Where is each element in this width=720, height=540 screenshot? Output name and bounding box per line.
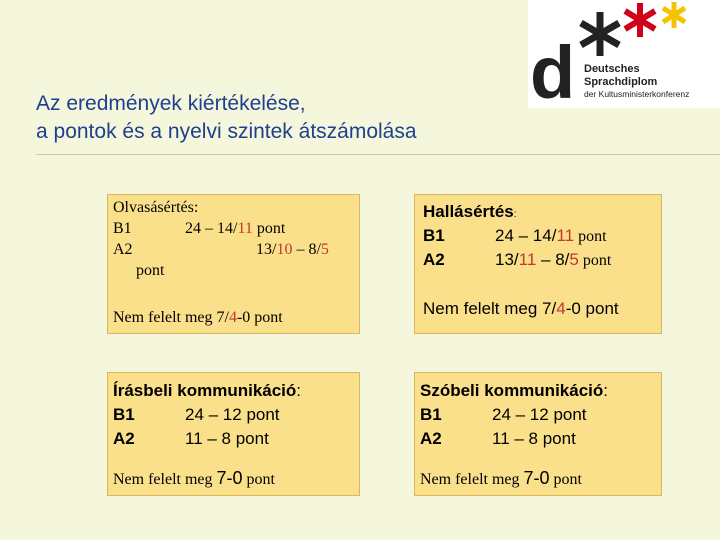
reading-a2-score-text: 13/ [256, 241, 277, 258]
listening-b1-score [495, 226, 607, 246]
star-icon [625, 3, 655, 37]
listening-a2-level: A2 [423, 250, 445, 269]
logo-line3: der Kultusministerkonferenz [584, 89, 690, 99]
reading-b1-score-text: 24 – 14/ [185, 220, 238, 237]
title-line-1: Az eredmények kiértékelése, [36, 92, 306, 115]
writing-fail-unit: pont [242, 471, 275, 488]
reading-fail-red: 4 [228, 309, 237, 326]
writing-fail [113, 468, 275, 489]
listening-box [414, 194, 662, 334]
title-line-2: a pontok és a nyelvi szintek átszámolása [36, 120, 417, 143]
reading-b1-level: B1 [113, 220, 132, 237]
reading-heading: Olvasásértés: [113, 199, 199, 216]
speaking-heading-suffix: : [603, 381, 608, 400]
writing-heading-suffix: : [296, 381, 302, 400]
speaking-b1-score: 24 – 12 pont [492, 405, 587, 424]
listening-a2-unit: pont [578, 252, 612, 269]
page-title [36, 90, 417, 146]
title-divider [36, 154, 720, 155]
reading-box [107, 194, 360, 334]
star-icon [663, 2, 685, 28]
listening-b1-score-text: 24 – 14/ [495, 226, 557, 245]
speaking-heading [420, 381, 608, 401]
writing-a2-score: 11 – 8 pont [185, 429, 269, 448]
listening-heading [423, 202, 517, 222]
listening-a2-red: 11 [518, 250, 537, 269]
speaking-fail [420, 468, 582, 489]
speaking-fail-text: Nem felelt meg [420, 471, 524, 488]
listening-a2-red2: 5 [569, 250, 579, 269]
speaking-fail-num: 7-0 [523, 468, 550, 488]
speaking-a2-score: 11 – 8 pont [492, 429, 576, 448]
listening-b1-unit: pont [574, 228, 607, 245]
listening-a2-mid: – 8/ [536, 250, 570, 269]
listening-a2-score-text: 13/ [495, 250, 519, 269]
writing-fail-num: 7-0 [216, 468, 243, 488]
writing-fail-text: Nem felelt meg [113, 471, 217, 488]
reading-b1-unit: pont [252, 220, 286, 237]
writing-b1-level: B1 [113, 405, 135, 424]
reading-a2-red: 10 [276, 241, 293, 258]
reading-a2-score [256, 241, 329, 259]
listening-a2-score [495, 250, 611, 270]
logo-d-glyph: d [530, 31, 576, 108]
listening-b1-level: B1 [423, 226, 445, 245]
listening-fail-rest: -0 pont [565, 299, 619, 318]
listening-heading-suffix: : [513, 209, 517, 220]
reading-fail-rest: -0 pont [236, 309, 283, 326]
listening-b1-red: 11 [556, 226, 575, 245]
speaking-b1-level: B1 [420, 405, 442, 424]
listening-fail [423, 299, 619, 319]
dsd-logo [528, 0, 720, 108]
star-icon [581, 12, 619, 56]
reading-a2-mid: – 8/ [292, 241, 321, 258]
reading-a2-red2: 5 [320, 241, 329, 258]
writing-b1-score: 24 – 12 pont [185, 405, 280, 424]
reading-fail [113, 309, 283, 327]
speaking-fail-unit: pont [549, 471, 582, 488]
speaking-box [414, 372, 662, 496]
reading-a2-unit: pont [136, 262, 165, 279]
writing-heading [113, 381, 301, 401]
reading-a2-level: A2 [113, 241, 133, 258]
reading-fail-text: Nem felelt meg 7/ [113, 309, 229, 326]
listening-fail-red: 4 [556, 299, 566, 318]
writing-a2-level: A2 [113, 429, 135, 448]
speaking-a2-level: A2 [420, 429, 442, 448]
reading-b1-red: 11 [237, 220, 253, 237]
listening-fail-text: Nem felelt meg 7/ [423, 299, 557, 318]
speaking-heading-text: Szóbeli kommunikáció [420, 381, 604, 400]
logo-line2: Sprachdiplom [584, 76, 658, 88]
listening-heading-text: Hallásértés [423, 202, 514, 221]
logo-line1: Deutsches [584, 63, 640, 75]
writing-box [107, 372, 360, 496]
reading-b1-score [185, 220, 285, 238]
writing-heading-text: Írásbeli kommunikáció [113, 381, 297, 400]
